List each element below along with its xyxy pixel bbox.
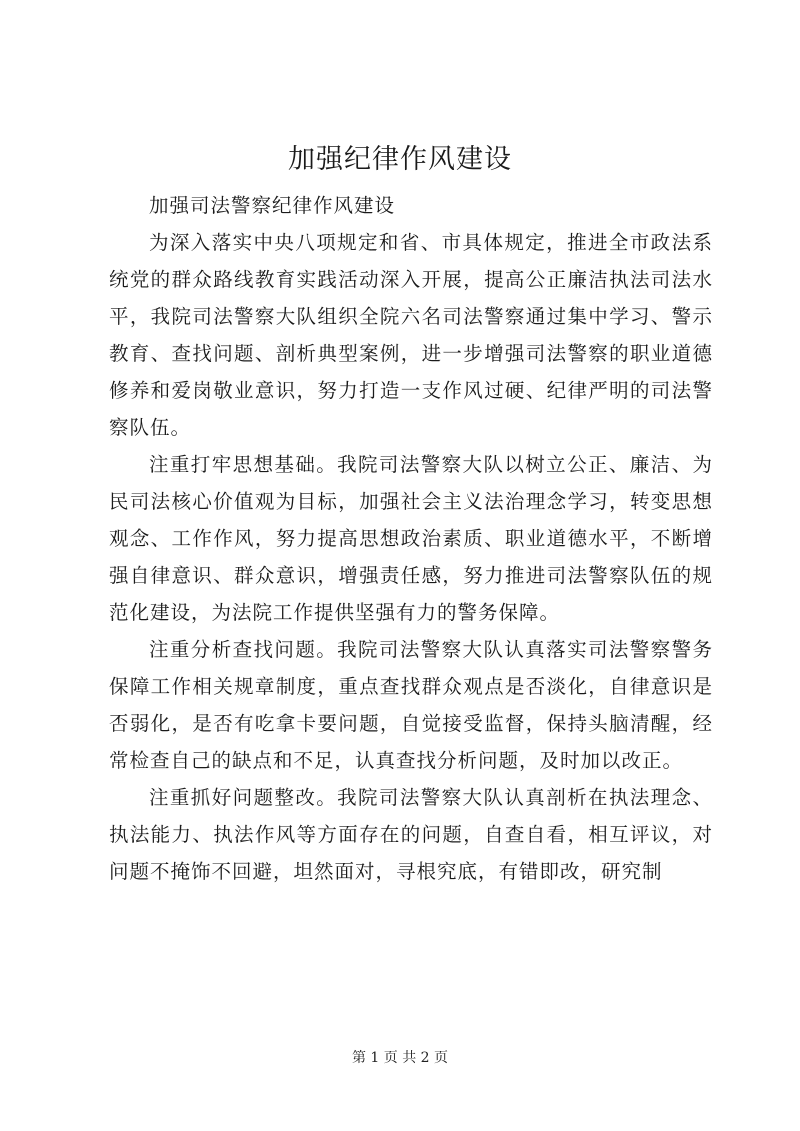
paragraph-thinking-foundation: 注重打牢思想基础。我院司法警察大队以树立公正、廉洁、为民司法核心价值观为目标，加强社会主义法治理念学习，转变思想观念、工作作风，努力提高思想政治素质、职业道德水平，不断增强自律意识、群众意识，增强责任感，努力推进司法警察队伍的规范化建设，为法院工作提供坚强有力的警务保障。	[109, 453, 713, 624]
paragraph-rectification: 注重抓好问题整改。我院司法警察大队认真剖析在执法理念、执法能力、执法作风等方面存在的问题，自查自看，相互评议，对问题不掩饰不回避，坦然面对，寻根究底，有错即改，研究制	[109, 786, 713, 883]
document-body	[109, 187, 713, 890]
page-number-footer: 第 1 页 共 2 页	[351, 1050, 449, 1066]
paragraph-intro: 为深入落实中央八项规定和省、市具体规定，推进全市政法系统党的群众路线教育实践活动深入开展，提高公正廉洁执法司法水平，我院司法警察大队组织全院六名司法警察通过集中学习、警示教育、查找问题、剖析典型案例，进一步增强司法警察的职业道德修养和爱岗敬业意识，努力打造一支作风过硬、纪律严明的司法警察队伍。	[109, 231, 713, 439]
document-title: 加强纪律作风建设	[288, 144, 512, 175]
paragraph-find-problems: 注重分析查找问题。我院司法警察大队认真落实司法警察警务保障工作相关规章制度，重点查找群众观点是否淡化，自律意识是否弱化，是否有吃拿卡要问题，自觉接受监督，保持头脑清醒，经常检查自己的缺点和不足，认真查找分析问题，及时加以改正。	[109, 638, 713, 772]
document-subtitle: 加强司法警察纪律作风建设	[149, 194, 396, 217]
